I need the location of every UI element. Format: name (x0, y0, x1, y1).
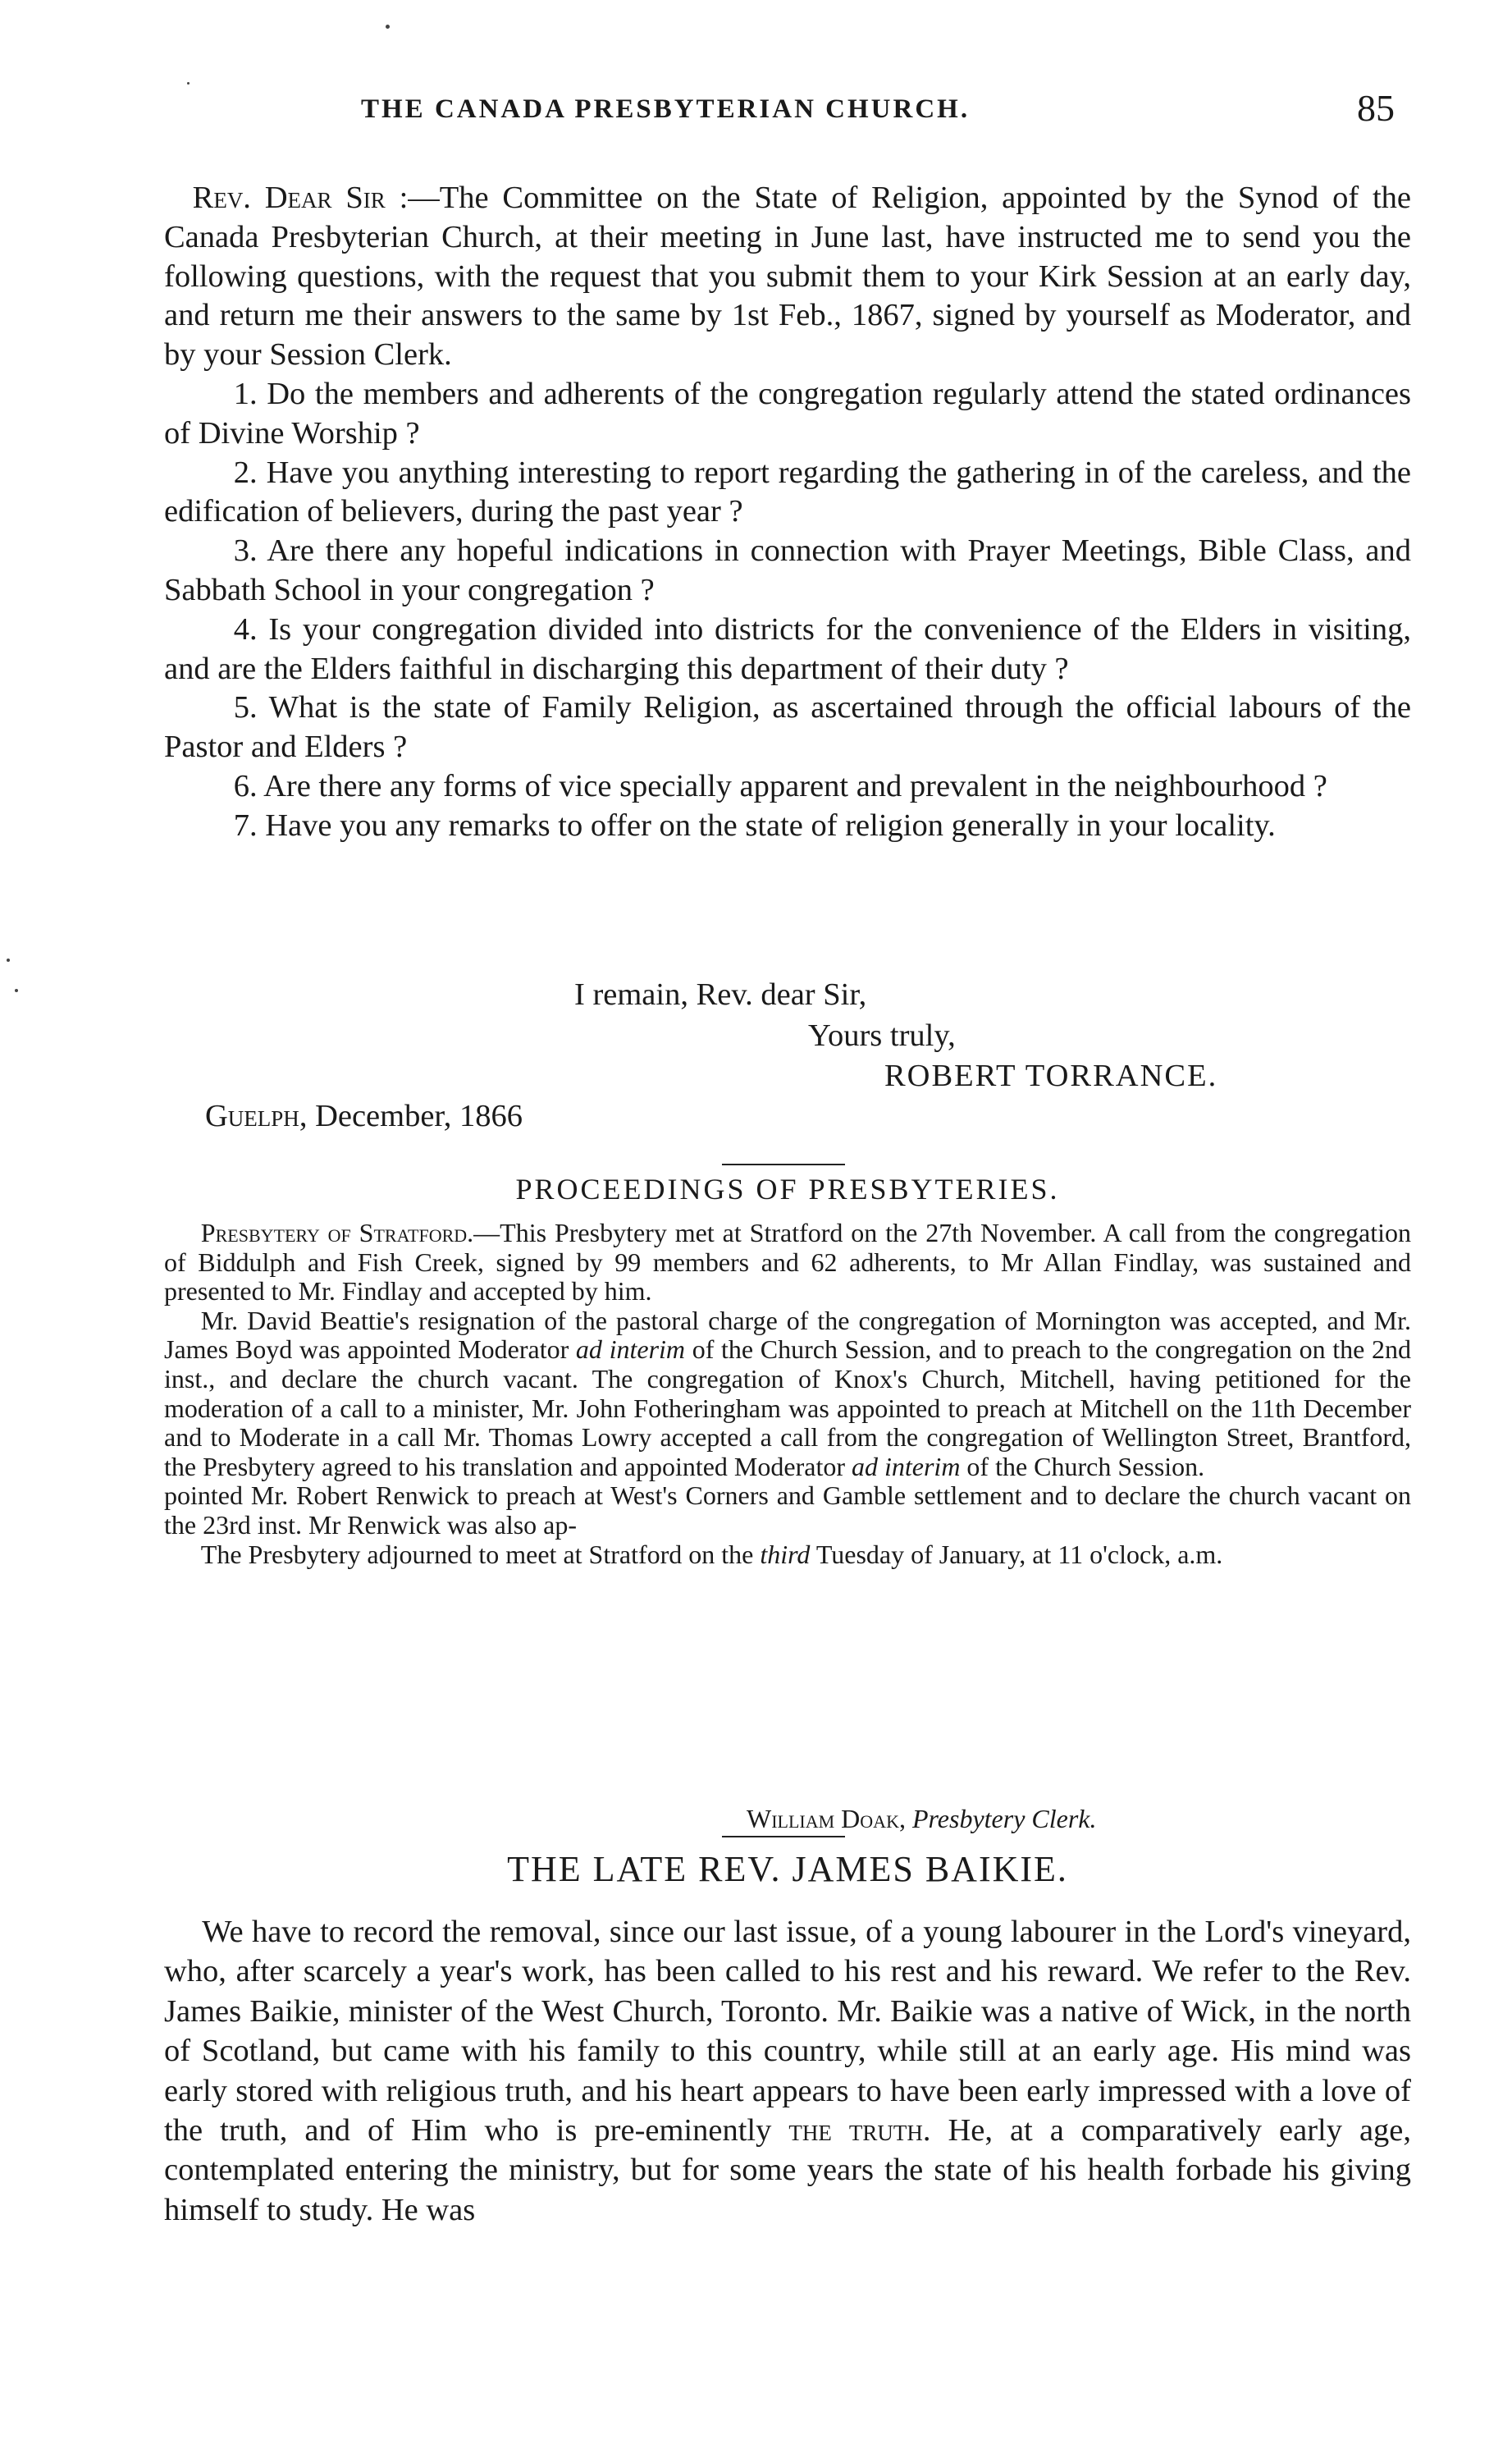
section-divider (722, 1836, 845, 1837)
proceedings-para-4-text: Tuesday of January, at 11 o'clock, a.m. (810, 1539, 1223, 1569)
proceedings-para-1-text: —This Presbytery met at Stratford on the 27th November. A call from the congregation of Biddulph and Fish Creek, signed by 99 members and 62 adherents, to Mr Allan Findlay, was sustained and presented to Mr. Findlay and accepted by him. (164, 1218, 1412, 1306)
proceedings-para-2-text: of the Church Session, and to preach to the congregation on the 2nd inst., and declare the church vacant. The congregation of Knox's Church, Mitchell, having petitioned for the moderation of a call to a minister, Mr. John Fotheringham was appointed to preach at Mitchell on the 11th December and to Moderate in a call Mr. Thomas Lowry accepted a call from the congregation of Wellington Street, Brantford, the Presbytery agreed to his translation and appointed Moderator (164, 1334, 1411, 1481)
letter-place-date (205, 1098, 523, 1134)
print-speck (386, 25, 390, 29)
clerk-title: Presbytery Clerk. (911, 1804, 1097, 1833)
third-text: third (760, 1539, 811, 1569)
the-truth-text: the truth (788, 2113, 923, 2148)
obituary-text: We have to record the removal, since our last issue, of a young labourer in the Lord's vineyard, who, after scarcely a year's work, has been called to his rest and his reward. We refer to the Rev. James Baikie, minister of the West Church, Toronto. Mr. Baikie was a native of Wick, in the north of Scotland, but came with his family to this country, while still at an early age. His mind was early stored with religious truth, and his heart appears to have been early impressed with a love of the truth, and of Him who is pre-eminently (164, 1915, 1411, 2148)
running-title: THE CANADA PRESBYTERIAN CHURCH. (361, 94, 971, 124)
obituary-para (164, 1912, 1411, 2230)
ad-interim-text: ad interim (851, 1451, 961, 1481)
letter-salutation: Rev. Dear Sir (192, 181, 386, 215)
question-6: 6. Are there any forms of vice specially apparent and prevalent in the neighbourhood ? (233, 768, 1327, 803)
letter-signature: ROBERT TORRANCE. (884, 1059, 1218, 1093)
proceedings-para-2-text: Mr. David Beattie's resignation of the pastoral charge of the congregation of Mornington was accepted, and Mr. James Boyd was appointed Moderator (164, 1305, 1411, 1365)
proceedings-para-2-text: of the Church Session. (960, 1451, 1205, 1481)
question-2: 2. Have you anything interesting to report regarding the gathering in of the careless, and the edification of believers, during the past year ? (164, 455, 1411, 529)
obituary-heading: THE LATE REV. JAMES BAIKIE. (507, 1849, 1068, 1889)
running-head (164, 86, 1411, 135)
print-speck (15, 989, 18, 992)
question-3: 3. Are there any hopeful indications in connection with Prayer Meetings, Bible Class, and Sabbath School in your congregation ? (164, 533, 1411, 607)
closing-truly: Yours truly, (808, 1018, 956, 1053)
proceedings-para-4-text: The Presbytery adjourned to meet at Stratford on the (200, 1539, 761, 1569)
letter-date: , December, 1866 (299, 1099, 523, 1133)
question-5: 5. What is the state of Family Religion, as ascertained through the official labours of the Pastor and Elders ? (164, 690, 1411, 765)
proceedings-para-3: pointed Mr. Robert Renwick to preach at West's Corners and Gamble settlement and to declare the church vacant on the 23rd inst. Mr Renwick was also ap- (164, 1480, 1411, 1540)
proceedings-body (164, 1219, 1411, 1569)
question-4: 4. Is your congregation divided into districts for the convenience of the Elders in visiting, and are the Elders faithful in discharging this department of their duty ? (164, 611, 1411, 686)
question-7: 7. Have you any remarks to offer on the state of religion generally in your locality. (233, 808, 1276, 843)
ad-interim-text: ad interim (575, 1334, 686, 1365)
obituary-body (164, 1912, 1411, 2230)
letter-place: Guelph (205, 1099, 299, 1133)
clerk-name: William Doak (747, 1804, 899, 1833)
question-1: 1. Do the members and adherents of the congregation regularly attend the stated ordinances of Divine Worship ? (164, 376, 1411, 451)
proceedings-para-2 (164, 1306, 1411, 1482)
presbytery-clerk-signature: William Doak, Presbytery Clerk. (747, 1804, 1097, 1833)
closing-remain: I remain, Rev. dear Sir, (574, 977, 867, 1012)
letter-opening-text: :—The Committee on the State of Religion, appointed by the Synod of the Canada Presbyterian Church, at their meeting in June last, have instructed me to send you the following questions, with the request that you submit them to your Kirk Session at an early day, and return me their answers to the same by 1st Feb., 1867, signed by yourself as Moderator, and by your Session Clerk. (164, 181, 1411, 373)
print-speck (187, 82, 190, 85)
obituary-text: . He, at a comparatively early age, contemplated entering the ministry, but for some years the state of his health forbade his giving himself to study. He was (164, 2113, 1412, 2227)
section-divider (722, 1164, 845, 1165)
committee-letter (164, 179, 1411, 846)
page-number: 85 (1357, 87, 1395, 129)
print-speck (7, 959, 10, 962)
proceedings-heading: PROCEEDINGS OF PRESBYTERIES. (515, 1173, 1060, 1206)
proceedings-para-1 (164, 1219, 1411, 1306)
proceedings-para-4 (164, 1540, 1411, 1570)
letter-opening (164, 179, 1411, 375)
presbytery-name: Presbytery of Stratford. (200, 1218, 474, 1247)
